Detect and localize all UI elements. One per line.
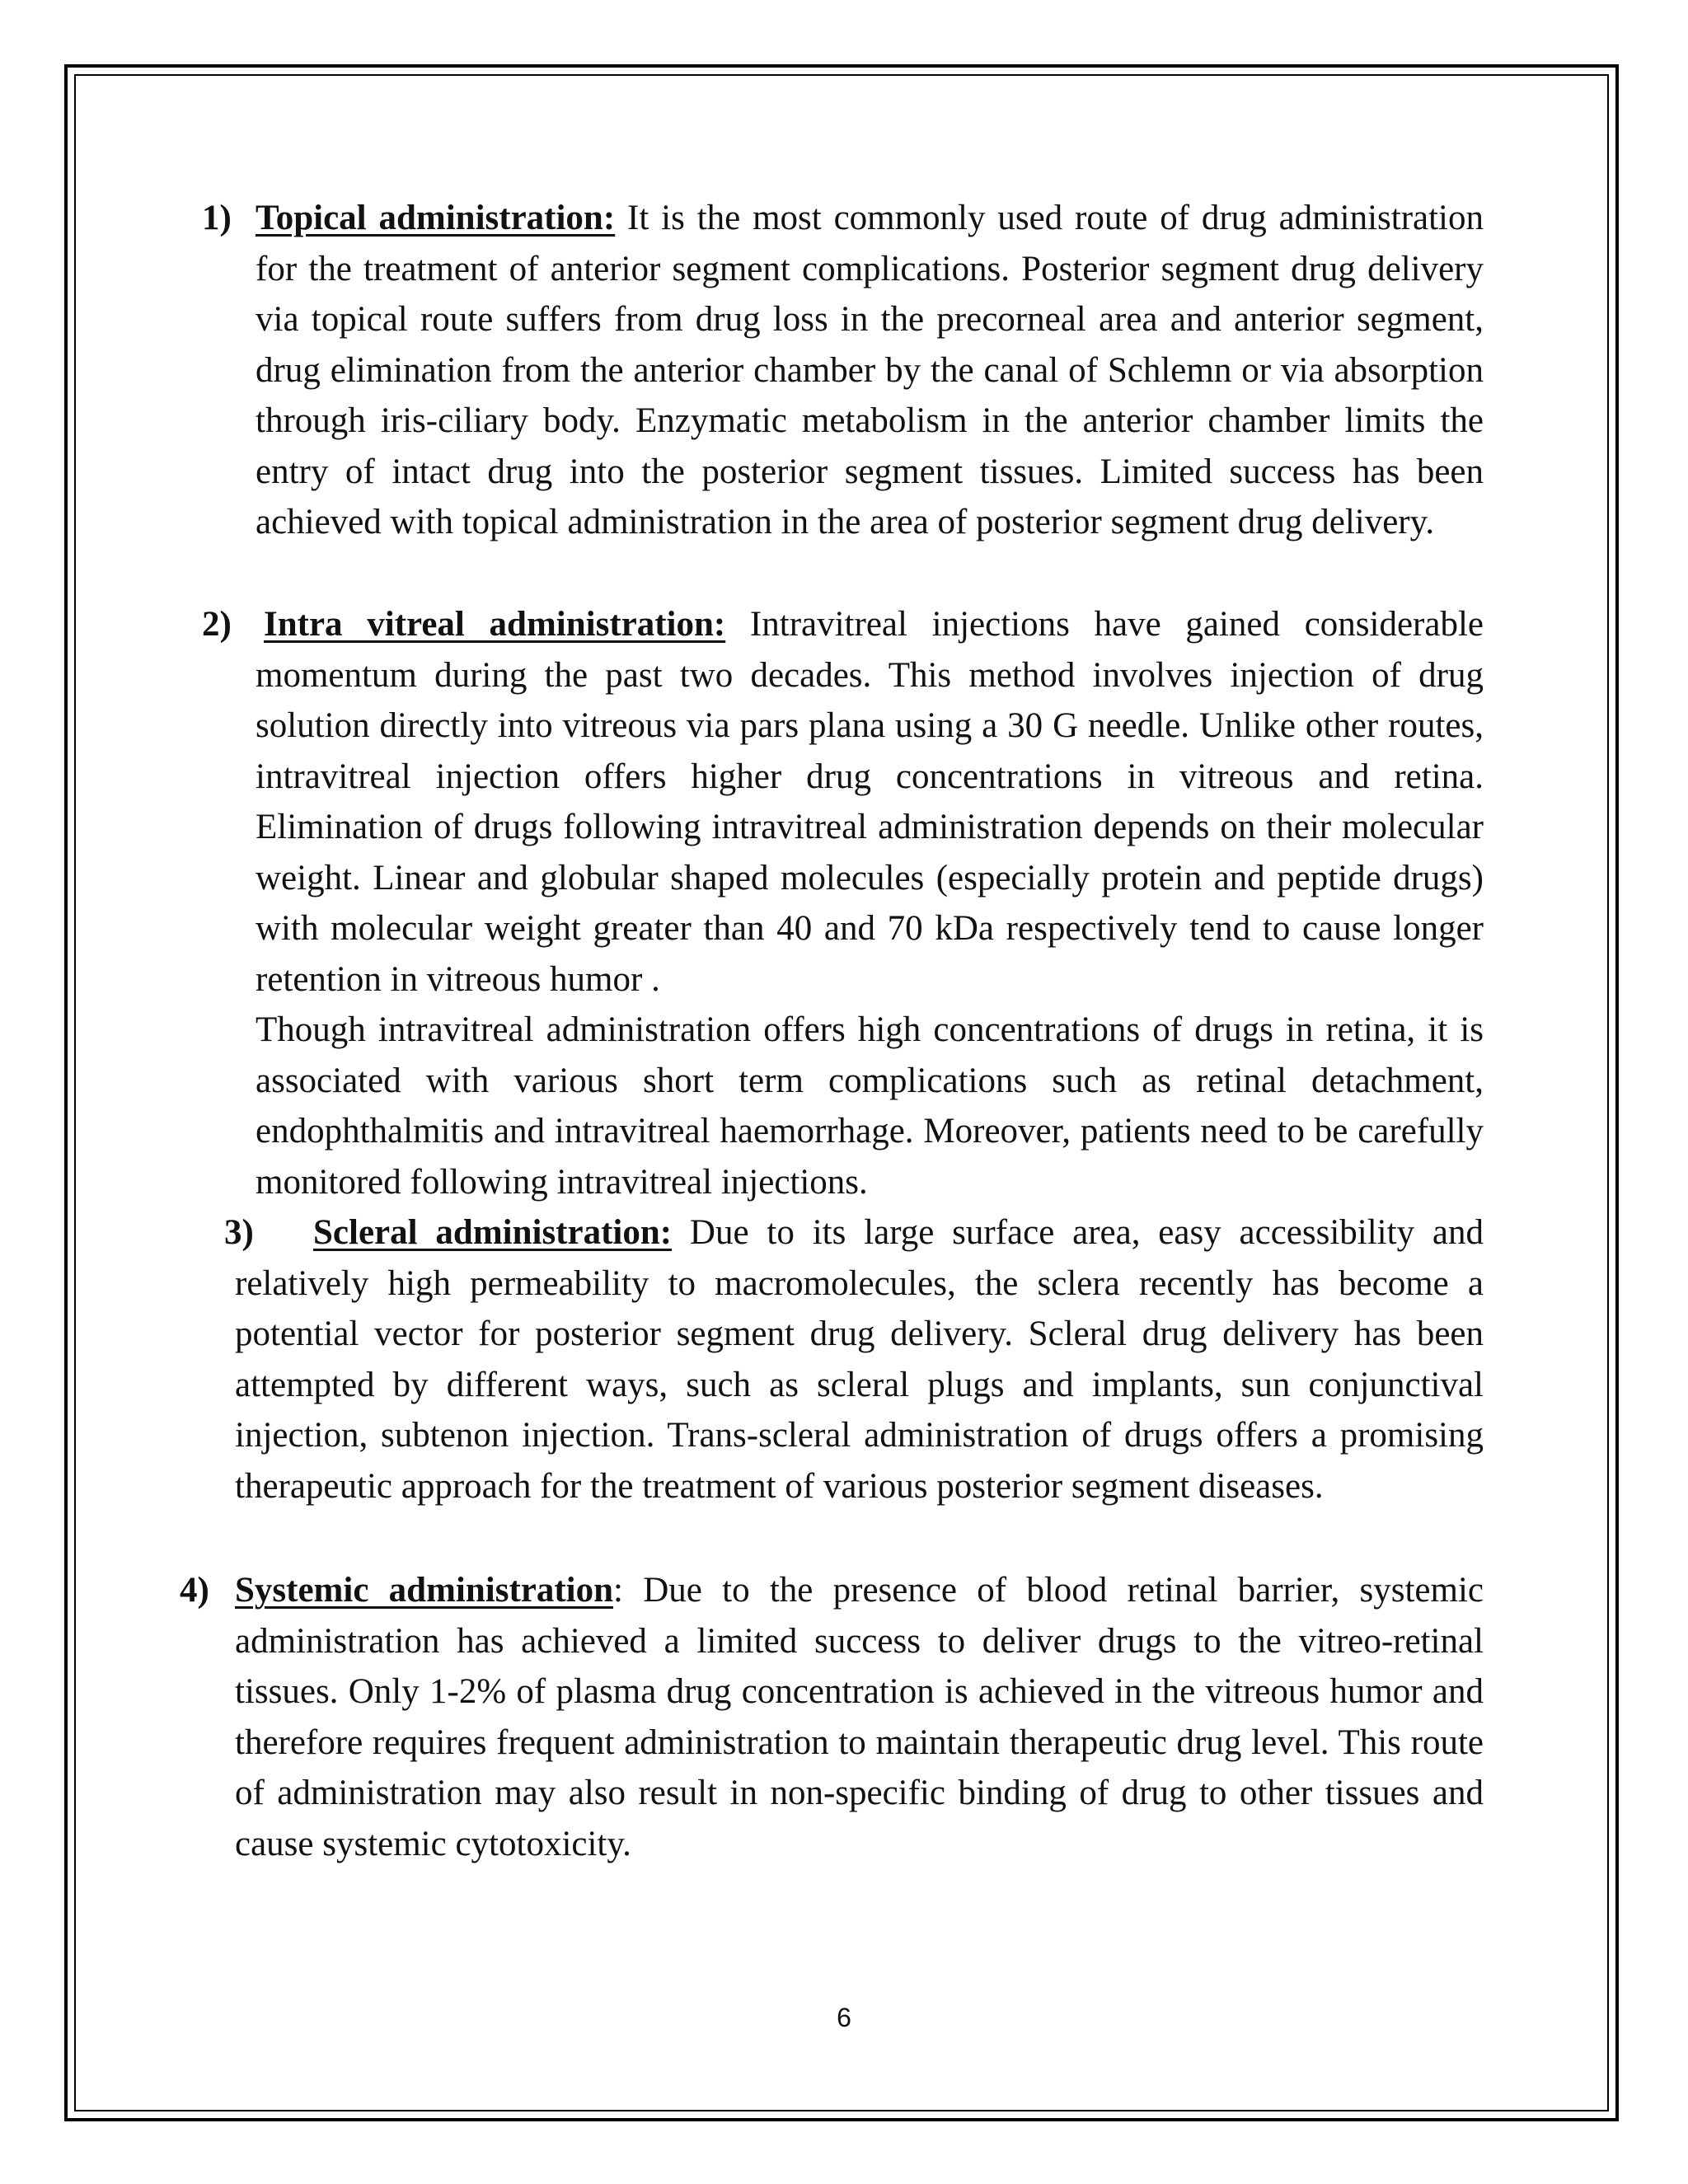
item-4-heading: Systemic administration bbox=[235, 1571, 614, 1610]
item-1-number: 1) bbox=[202, 199, 232, 237]
item-1-heading: Topical administration: bbox=[256, 199, 616, 237]
item-2-paragraph-2 bbox=[256, 1005, 1484, 1207]
item-2-intravitreal bbox=[256, 599, 1484, 1005]
item-4-number: 4) bbox=[180, 1571, 209, 1610]
item-2-text: Intravitreal injections have gained considerable momentum during the past two decades. This method involves injection of drug solution directly into vitreous via pars plana using a 30 G needle. Unlike other routes, intravitreal injection offers higher drug concentrations in vitreous and retina. Elimination of drugs following intravitreal administration depends on their molecular weight. Linear and globular shaped molecules (especially protein and peptide drugs) with molecular weight greater than 40 and 70 kDa respectively tend to cause longer retention in vitreous humor . bbox=[256, 605, 1484, 999]
item-3-text: Due to its large surface area, easy accessibility and relatively high permeability to macromolecules, the sclera recently has become a potential vector for posterior segment drug delivery. Scleral drug delivery has been attempted by different ways, such as scleral plugs and implants, sun conjunctival injection, subtenon injection. Trans-scleral administration of drugs offers a promising therapeutic approach for the treatment of various posterior segment diseases. bbox=[235, 1213, 1484, 1506]
item-4-text: : Due to the presence of blood retinal barrier, systemic administration has achieved a limited success to deliver drugs to the vitreo-retinal tissues. Only 1-2% of plasma drug concentration is achieved in the vitreous humor and therefore requires frequent administration to maintain therapeutic drug level. This route of administration may also result in non-specific binding of drug to other tissues and cause systemic cytotoxicity. bbox=[235, 1571, 1484, 1863]
item-2-number: 2) bbox=[202, 605, 232, 644]
item-2-paragraph-2-text: Though intravitreal administration offers high concentrations of drugs in retina, it is associated with various short term complications such as retinal detachment, endophthalmitis and intravitreal haemorrhage. Moreover, patients need to be carefully monitored following intravitreal injections. bbox=[256, 1010, 1484, 1202]
page-number: 6 bbox=[837, 2003, 851, 2032]
item-4-systemic bbox=[235, 1565, 1484, 1869]
item-3-scleral bbox=[235, 1207, 1484, 1511]
item-1-text: It is the most commonly used route of drug administration for the treatment of anterior segment complications. Posterior segment drug delivery via topical route suffers from drug loss in the precorneal area and anterior segment, drug elimination from the anterior chamber by the canal of Schlemn or via absorption through iris-ciliary body. Enzymatic metabolism in the anterior chamber limits the entry of intact drug into the posterior segment tissues. Limited success has been achieved with topical administration in the area of posterior segment drug delivery. bbox=[256, 199, 1484, 541]
item-3-number: 3) bbox=[224, 1213, 254, 1252]
item-1-topical bbox=[256, 193, 1484, 548]
item-2-heading: Intra vitreal administration: bbox=[264, 605, 726, 644]
item-3-heading: Scleral administration: bbox=[313, 1213, 673, 1252]
